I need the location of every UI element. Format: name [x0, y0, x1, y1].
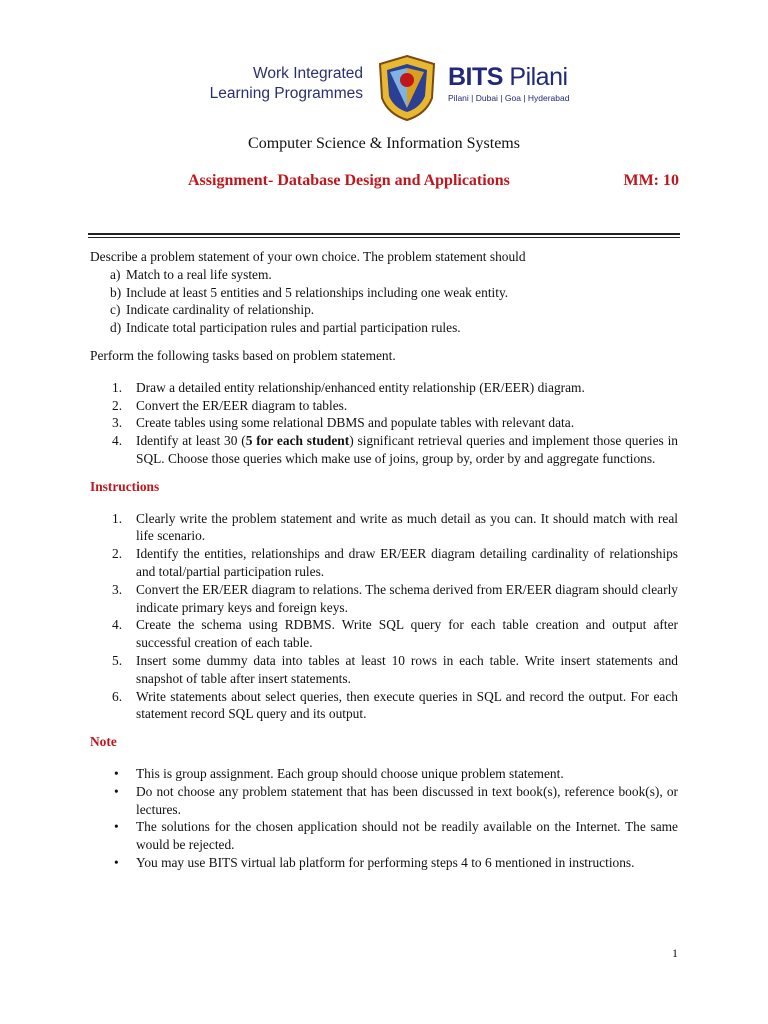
list-item [90, 284, 678, 302]
item-text: Clearly write the problem statement and write as much detail as you can. It should match with real life scenario. [136, 510, 678, 544]
bullet-icon: • [114, 854, 119, 870]
list-item [90, 397, 678, 415]
item-text: Identify at least 30 ( [136, 433, 246, 449]
document-body [90, 248, 678, 872]
bits-pilani-logo [448, 64, 569, 108]
list-item [90, 652, 678, 688]
item-text: Identify the entities, relationships and draw ER/EER diagram detailing cardinality of relationships and total/partial participation rules. [136, 546, 678, 579]
campuses: Pilani | Dubai | Goa | Hyderabad [448, 93, 570, 103]
item-text: Create tables using some relational DBMS and populate tables with relevant data. [136, 415, 575, 431]
marker: b) [110, 284, 122, 300]
marker: 4. [112, 433, 123, 449]
instructions-heading: Instructions [90, 478, 160, 494]
marker: 2. [112, 397, 123, 413]
wilp-line-1: Work Integrated [253, 65, 363, 82]
item-text: Insert some dummy data into tables at least 10 rows in each table. Write insert statements and snapshot of table after insert statements. [136, 652, 678, 686]
item-text: You may use BITS virtual lab platform for performing steps 4 to 6 mentioned in instructions. [136, 854, 635, 870]
marker: c) [110, 302, 121, 318]
item-text: Include at least 5 entities and 5 relationships including one weak entity. [126, 284, 509, 300]
bits-seal-icon [376, 54, 438, 122]
item-text: Write statements about select queries, then execute queries in SQL and record the output. For each statement record SQL query and its output. [136, 688, 678, 722]
list-item [90, 319, 678, 337]
wilp-line-2: Learning Programmes [209, 85, 363, 102]
item-text: Do not choose any problem statement that has been discussed in text book(s), reference book(s), or lectures. [136, 783, 678, 817]
bullet-icon: • [114, 819, 119, 835]
list-item [90, 414, 678, 432]
wilp-logo-text [210, 64, 363, 104]
list-item [90, 854, 678, 872]
item-text: Indicate cardinality of relationship. [126, 302, 315, 318]
letterhead [0, 52, 768, 122]
instructions-list [90, 510, 678, 724]
item-text: The solutions for the chosen application should not be readily available on the Internet. The same would be rejected. [136, 819, 678, 853]
item-text: Convert the ER/EER diagram to tables. [136, 397, 348, 413]
department-heading: Computer Science & Information Systems [248, 135, 520, 152]
list-item [90, 301, 678, 319]
marker: 2. [112, 546, 123, 562]
note-heading: Note [90, 734, 117, 750]
marker: d) [110, 320, 122, 336]
tasks-intro: Perform the following tasks based on problem statement. [90, 347, 396, 363]
list-item [90, 432, 678, 468]
list-item [90, 616, 678, 652]
tasks-list [90, 379, 678, 468]
list-item [90, 545, 678, 581]
item-text: This is group assignment. Each group should choose unique problem statement. [136, 765, 564, 781]
list-item [90, 266, 678, 284]
item-text: Draw a detailed entity relationship/enhanced entity relationship (ER/EER) diagram. [136, 379, 585, 395]
marker: 6. [112, 688, 123, 704]
item-text: Match to a real life system. [126, 266, 272, 282]
marker: 3. [112, 581, 123, 597]
list-item [90, 581, 678, 617]
marker: 1. [112, 379, 123, 395]
marker: 5. [112, 652, 123, 668]
item-text: ) significant retrieval queries and implement those queries in SQL. Choose those queries which make use of joins, group by, order by and aggregate functions. [136, 433, 678, 466]
item-text: Create the schema using RDBMS. Write SQL query for each table creation and output after successful creation of each table. [136, 617, 678, 651]
marker: a) [110, 266, 121, 282]
list-item [90, 510, 678, 546]
intro-text: Describe a problem statement of your own choice. The problem statement should [90, 249, 526, 264]
list-item [90, 818, 678, 854]
max-marks: MM: 10 [623, 172, 679, 189]
marker: 3. [112, 415, 123, 431]
marker: 4. [112, 617, 123, 633]
marker: 1. [112, 510, 123, 526]
notes-list [90, 765, 678, 872]
item-text: Convert the ER/EER diagram to relations. The schema derived from ER/EER diagram should clearly indicate primary keys and foreign keys. [136, 581, 678, 615]
list-item [90, 688, 678, 724]
page-number: 1 [672, 946, 678, 960]
item-text: Indicate total participation rules and partial participation rules. [126, 320, 461, 336]
item-text-bold: 5 for each student [245, 433, 350, 449]
bullet-icon: • [114, 783, 119, 799]
header-divider [88, 233, 680, 238]
list-item [90, 765, 678, 783]
criteria-list [90, 266, 678, 337]
bullet-icon: • [114, 765, 119, 781]
list-item [90, 379, 678, 397]
assignment-title: Assignment- Database Design and Applications [188, 172, 510, 189]
brand-rest: Pilani [502, 63, 568, 91]
brand-bold: BITS [448, 63, 503, 91]
list-item [90, 783, 678, 819]
